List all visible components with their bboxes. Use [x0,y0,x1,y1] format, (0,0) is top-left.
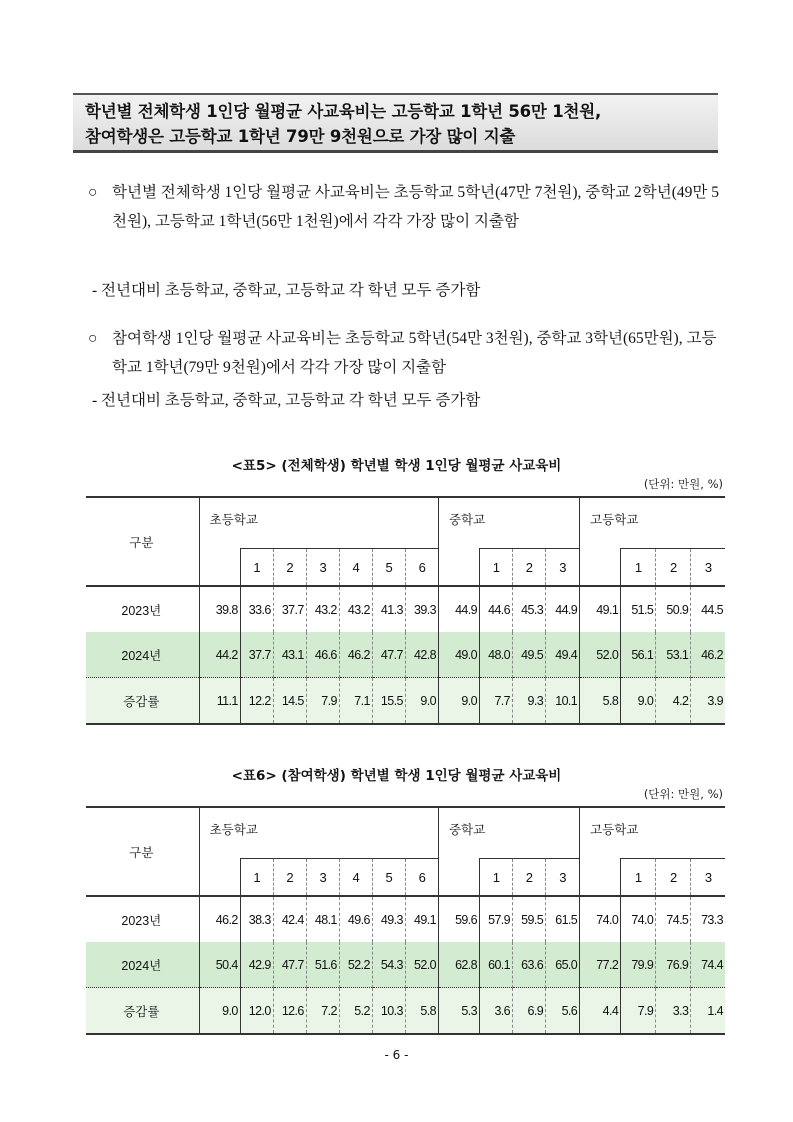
table-cell: 63.6 [513,942,546,988]
table-cell: 46.2 [691,632,725,678]
table-cell: 51.6 [306,942,339,988]
table-cell: 74.5 [656,896,691,942]
header-grade: 3 [306,549,339,587]
bullet-circle-icon: ○ [88,184,98,201]
table-cell: 3.3 [656,988,691,1035]
table-cell: 37.7 [240,632,273,678]
header-group: 고등학교 [580,497,725,549]
header-group: 고등학교 [580,807,725,859]
table-cell: 7.9 [306,678,339,725]
table-cell: 9.3 [513,678,546,725]
table-cell: 54.3 [372,942,405,988]
table-cell: 46.2 [339,632,372,678]
header-grade: 3 [691,859,725,897]
header-group: 중학교 [438,497,579,549]
header-group: 초등학교 [199,497,438,549]
table-cell: 49.6 [339,896,372,942]
table-cell: 44.2 [199,632,240,678]
headline-box [73,93,718,153]
header-grade: 2 [656,549,691,587]
bullet-paragraph-1 [88,178,728,236]
bullet-circle-icon: ○ [88,330,98,347]
bullet-sub-2: - 전년대비 초등학교, 중학교, 고등학교 각 학년 모두 증가함 [92,392,481,409]
table-cell: 11.1 [199,678,240,725]
table-cell: 10.1 [546,678,580,725]
table-cell: 14.5 [273,678,306,725]
row-label: 증감률 [86,988,199,1035]
table-cell: 33.6 [240,586,273,632]
table-cell: 49.5 [513,632,546,678]
header-group-total [199,859,240,897]
table-cell: 5.2 [339,988,372,1035]
table-cell: 5.3 [438,988,479,1035]
table-cell: 44.6 [480,586,513,632]
header-grade: 5 [372,549,405,587]
bullet-sub-1: - 전년대비 초등학교, 중학교, 고등학교 각 학년 모두 증가함 [92,282,481,299]
table-cell: 12.0 [240,988,273,1035]
table-cell: 49.1 [580,586,621,632]
table-cell: 5.8 [405,988,438,1035]
table-cell: 51.5 [621,586,656,632]
header-grade: 2 [656,859,691,897]
table-cell: 73.3 [691,896,725,942]
header-grade: 1 [240,549,273,587]
table-cell: 4.2 [656,678,691,725]
table-all-students [86,496,725,725]
header-grade: 1 [480,549,513,587]
table-cell: 49.3 [372,896,405,942]
table-cell: 42.8 [405,632,438,678]
table-cell: 74.0 [580,896,621,942]
table-cell: 44.9 [438,586,479,632]
table-cell: 45.3 [513,586,546,632]
table-cell: 46.6 [306,632,339,678]
table-row [86,896,725,942]
table-cell: 47.7 [372,632,405,678]
table-cell: 65.0 [546,942,580,988]
header-grade: 1 [621,859,656,897]
header-group-total [438,859,479,897]
table-cell: 4.4 [580,988,621,1035]
header-group: 중학교 [438,807,579,859]
table-cell: 7.7 [480,678,513,725]
header-grade: 4 [339,549,372,587]
row-label: 2024년 [121,958,162,973]
header-grade: 3 [306,859,339,897]
header-grade: 6 [405,549,438,587]
table-unit: (단위: 만원, %) [643,477,723,491]
header-grade: 2 [273,549,306,587]
header-grade: 2 [273,859,306,897]
table-cell: 3.6 [480,988,513,1035]
table-cell: 48.0 [480,632,513,678]
table-cell: 74.4 [691,942,725,988]
table-unit: (단위: 만원, %) [643,787,723,801]
header-grade: 6 [405,859,438,897]
table-cell: 7.9 [621,988,656,1035]
row-label: 2023년 [121,603,162,618]
table-cell: 15.5 [372,678,405,725]
header-grade: 2 [513,859,546,897]
table-cell: 6.9 [513,988,546,1035]
header-grade: 3 [546,549,580,587]
header-row-groups [86,497,725,549]
header-label: 구분 [86,497,199,586]
table-cell: 59.6 [438,896,479,942]
table-cell: 3.9 [691,678,725,725]
table-cell: 38.3 [240,896,273,942]
header-row-groups [86,807,725,859]
header-group-total [438,549,479,587]
table-row [86,678,725,725]
header-group-total [580,549,621,587]
table-participating-students [86,806,725,1035]
header-grade: 1 [480,859,513,897]
table-cell: 50.9 [656,586,691,632]
table-cell: 52.0 [405,942,438,988]
header-label: 구분 [86,807,199,896]
header-grade: 2 [513,549,546,587]
row-label: 2024년 [121,648,162,663]
table-cell: 57.9 [480,896,513,942]
header-group: 초등학교 [199,807,438,859]
table-cell: 52.0 [580,632,621,678]
table-cell: 7.2 [306,988,339,1035]
table-cell: 48.1 [306,896,339,942]
header-grade: 3 [691,549,725,587]
table-cell: 74.0 [621,896,656,942]
table-cell: 39.3 [405,586,438,632]
bullet-paragraph-2 [88,324,728,382]
table-cell: 79.9 [621,942,656,988]
table-caption: <표5> (전체학생) 학년별 학생 1인당 월평균 사교육비 [231,458,562,474]
table-cell: 9.0 [405,678,438,725]
table-row [86,942,725,988]
table-cell: 76.9 [656,942,691,988]
table-cell: 5.8 [580,678,621,725]
header-group-total [580,859,621,897]
table-cell: 10.3 [372,988,405,1035]
table-cell: 56.1 [621,632,656,678]
table-cell: 37.7 [273,586,306,632]
bullet-text: 참여학생 1인당 월평균 사교육비는 초등학교 5학년(54만 3천원), 중학교 3학년(65만원), 고등학교 1학년(79만 9천원)에서 각각 가장 많이 지출함 [112,330,717,376]
table-cell: 39.8 [199,586,240,632]
table-cell: 50.4 [199,942,240,988]
table-cell: 61.5 [546,896,580,942]
header-grade: 5 [372,859,405,897]
table-cell: 41.3 [372,586,405,632]
header-grade: 3 [546,859,580,897]
table-caption: <표6> (참여학생) 학년별 학생 1인당 월평균 사교육비 [231,768,562,784]
table-cell: 47.7 [273,942,306,988]
table-cell: 44.9 [546,586,580,632]
table-cell: 1.4 [691,988,725,1035]
row-label: 2023년 [121,913,162,928]
table-cell: 49.0 [438,632,479,678]
table-cell: 49.1 [405,896,438,942]
table-cell: 46.2 [199,896,240,942]
header-grade: 4 [339,859,372,897]
headline-line-1: 학년별 전체학생 1인당 월평균 사교육비는 고등학교 1학년 56만 1천원, [85,102,602,121]
table-cell: 43.2 [306,586,339,632]
table-cell: 42.4 [273,896,306,942]
table-cell: 62.8 [438,942,479,988]
table-cell: 49.4 [546,632,580,678]
row-label: 증감률 [86,678,199,725]
table-cell: 52.2 [339,942,372,988]
table-cell: 7.1 [339,678,372,725]
table-row [86,632,725,678]
table-cell: 12.6 [273,988,306,1035]
header-grade: 1 [621,549,656,587]
headline-line-2: 참여학생은 고등학교 1학년 79만 9천원으로 가장 많이 지출 [85,127,516,146]
table-cell: 53.1 [656,632,691,678]
table-cell: 43.2 [339,586,372,632]
table-cell: 77.2 [580,942,621,988]
table-cell: 44.5 [691,586,725,632]
table-row [86,586,725,632]
table-row [86,988,725,1035]
header-group-total [199,549,240,587]
table-cell: 42.9 [240,942,273,988]
table-cell: 43.1 [273,632,306,678]
table-cell: 9.0 [438,678,479,725]
page-number: - 6 - [384,1048,409,1062]
table-cell: 9.0 [199,988,240,1035]
bullet-text: 학년별 전체학생 1인당 월평균 사교육비는 초등학교 5학년(47만 7천원), 중학교 2학년(49만 5천원), 고등학교 1학년(56만 1천원)에서 각각 가장 많이 지출함 [112,184,719,230]
table-cell: 60.1 [480,942,513,988]
table-cell: 9.0 [621,678,656,725]
table-cell: 5.6 [546,988,580,1035]
table-cell: 12.2 [240,678,273,725]
header-grade: 1 [240,859,273,897]
table-cell: 59.5 [513,896,546,942]
